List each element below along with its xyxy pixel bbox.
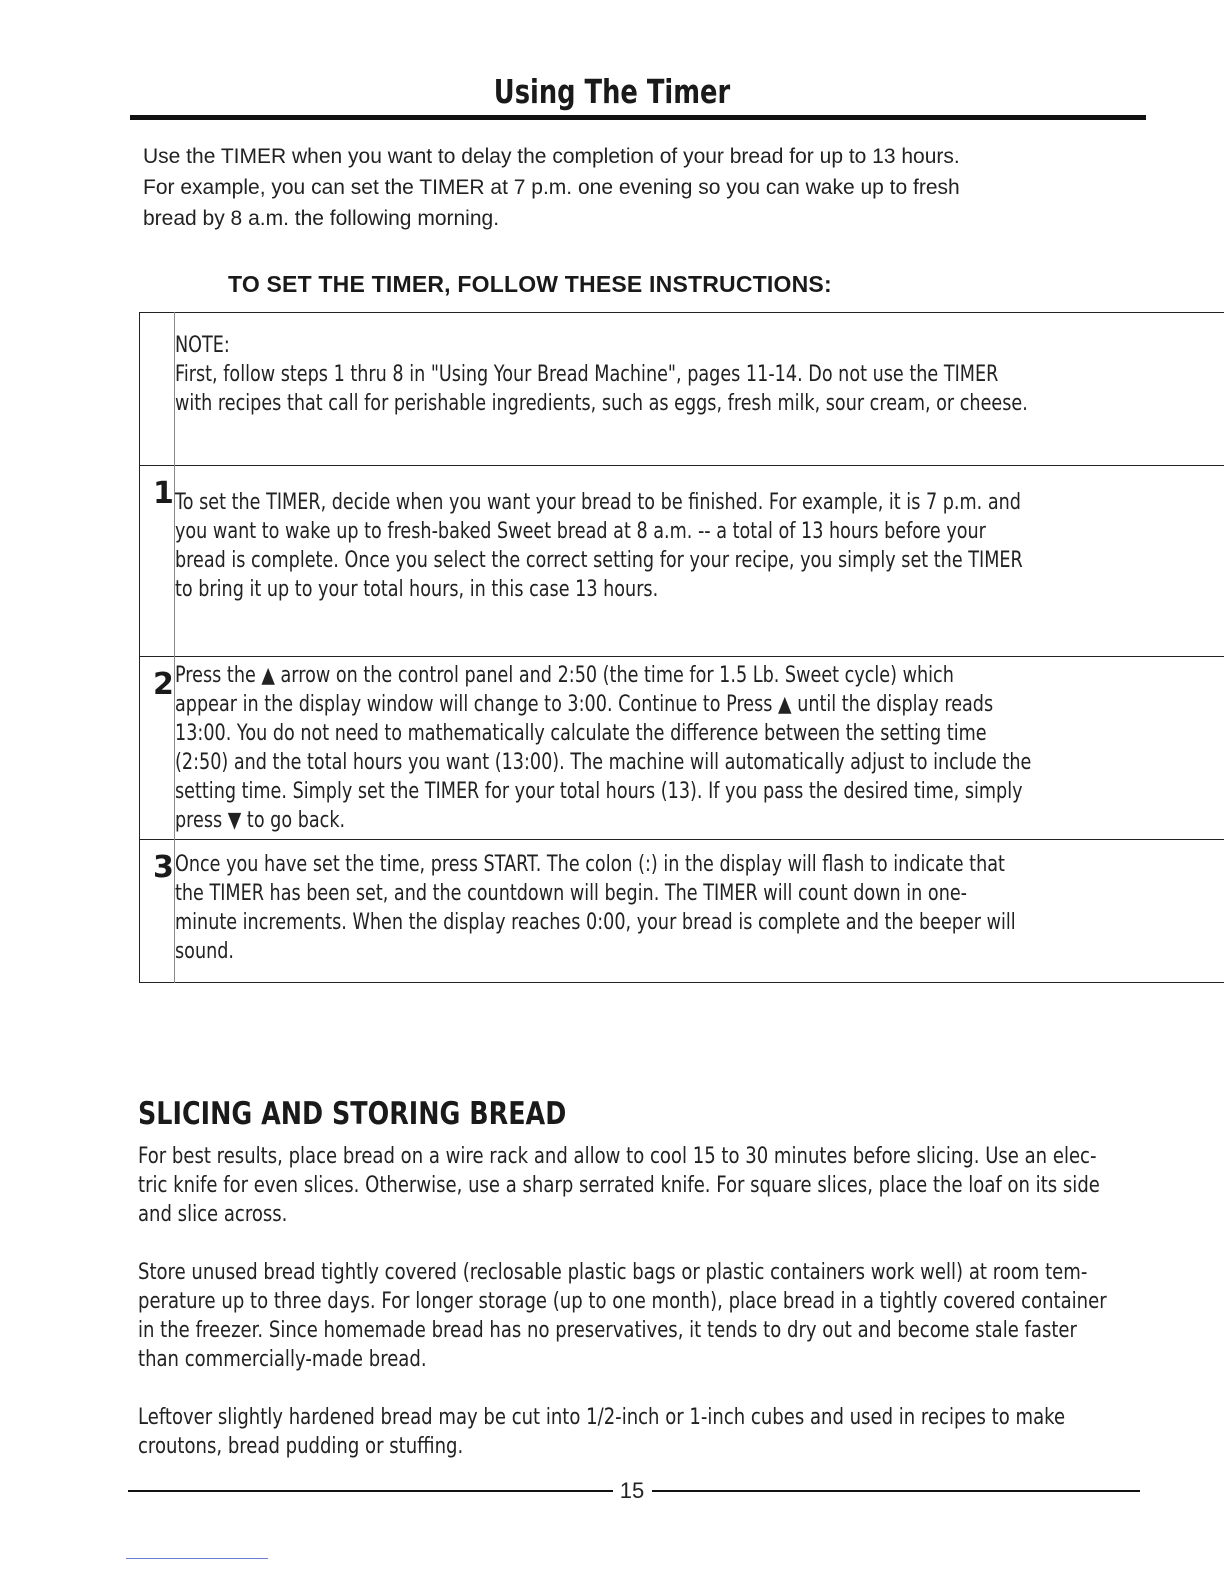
section-heading: SLICING AND STORING BREAD — [138, 1096, 567, 1132]
paragraph-line: croutons, bread pudding or stuffing. — [138, 1434, 464, 1459]
step-row-1 — [140, 466, 1224, 657]
step-line: setting time. Simply set the TIMER for your total hours (13). If you pass the desired time, simply — [174, 779, 1023, 804]
paragraph-line: perature up to three days. For longer storage (up to one month), place bread in a tightly covered container — [138, 1289, 1107, 1314]
intro-line: bread by 8 a.m. the following morning. — [143, 207, 500, 230]
step-line: To set the TIMER, decide when you want your bread to be finished. For example, it is 7 p.m. and — [174, 490, 1021, 515]
paragraph-line: Leftover slightly hardened bread may be cut into 1/2-inch or 1-inch cubes and used in recipes to make — [138, 1405, 1066, 1430]
section-paragraph — [138, 1258, 1143, 1374]
intro-line: Use the TIMER when you want to delay the completion of your bread for up to 13 hours. — [143, 145, 960, 168]
step-line: with recipes that call for perishable ingredients, such as eggs, fresh milk, sour cream, or cheese. — [174, 391, 1028, 416]
step-text-cell — [174, 657, 1224, 840]
paragraph-line: in the freezer. Since homemade bread has no preservatives, it tends to dry out and become stale faster — [138, 1318, 1077, 1343]
footer-rule-left — [128, 1490, 613, 1492]
step-line: the TIMER has been set, and the countdown will begin. The TIMER will count down in one- — [174, 881, 967, 906]
step-number-cell — [140, 657, 175, 840]
section-body — [138, 1142, 1143, 1490]
step-number-cell — [140, 466, 175, 657]
step-line: sound. — [174, 939, 234, 964]
step-line: you want to wake up to fresh-baked Sweet bread at 8 a.m. -- a total of 13 hours before your — [174, 519, 986, 544]
section-paragraph — [138, 1142, 1143, 1229]
step-line: minute increments. When the display reaches 0:00, your bread is complete and the beeper will — [174, 910, 1016, 935]
title-rule — [130, 115, 1146, 120]
step-line: press ▼ to go back. — [174, 808, 346, 833]
step-number — [140, 313, 174, 323]
paragraph-line: For best results, place bread on a wire rack and allow to cool 15 to 30 minutes before slicing. Use an elec- — [138, 1144, 1097, 1169]
paragraph-line: tric knife for even slices. Otherwise, use a sharp serrated knife. For square slices, place the loaf on its side — [138, 1173, 1100, 1198]
step-line: First, follow steps 1 thru 8 in "Using Your Bread Machine", pages 11-14. Do not use the TIMER — [174, 362, 999, 387]
intro-line: For example, you can set the TIMER at 7 p.m. one evening so you can wake up to fresh — [143, 176, 960, 199]
step-line: appear in the display window will change to 3:00. Continue to Press ▲ until the display reads — [174, 692, 994, 717]
step-line: Press the ▲ arrow on the control panel and 2:50 (the time for 1.5 Lb. Sweet cycle) which — [174, 663, 954, 688]
instructions-heading: TO SET THE TIMER, FOLLOW THESE INSTRUCTIONS: — [228, 271, 832, 297]
step-line: Once you have set the time, press START. The colon (:) in the display will flash to indicate that — [174, 852, 1005, 877]
scan-edge-mark — [126, 1558, 268, 1559]
footer-rule-right — [652, 1490, 1140, 1492]
step-number: 3 — [153, 850, 174, 885]
page-title: Using The Timer — [493, 72, 731, 111]
step-number: 2 — [153, 667, 174, 702]
step-line: NOTE: — [174, 333, 230, 358]
step-text-cell — [174, 840, 1224, 983]
paragraph-line: Store unused bread tightly covered (reclosable plastic bags or plastic containers work well) at room tem- — [138, 1260, 1088, 1285]
section-paragraph — [138, 1403, 1143, 1461]
step-number-cell — [140, 840, 175, 983]
page-number: 15 — [619, 1478, 645, 1503]
paragraph-line: and slice across. — [138, 1202, 288, 1227]
step-line: (2:50) and the total hours you want (13:00). The machine will automatically adjust to include the — [174, 750, 1032, 775]
step-text-cell — [174, 466, 1224, 657]
step-row-3 — [140, 840, 1224, 983]
step-row-2 — [140, 657, 1224, 840]
step-number-cell — [140, 313, 175, 466]
step-number: 1 — [153, 476, 174, 511]
step-line: to bring it up to your total hours, in this case 13 hours. — [174, 577, 659, 602]
intro-paragraph — [143, 141, 1133, 234]
note-row — [140, 313, 1224, 466]
step-line: bread is complete. Once you select the correct setting for your recipe, you simply set the TIMER — [174, 548, 1023, 573]
step-line: 13:00. You do not need to mathematically calculate the difference between the setting time — [174, 721, 987, 746]
step-text-cell — [174, 313, 1224, 466]
paragraph-line: than commercially-made bread. — [138, 1347, 427, 1372]
timer-steps-table — [139, 312, 1224, 983]
